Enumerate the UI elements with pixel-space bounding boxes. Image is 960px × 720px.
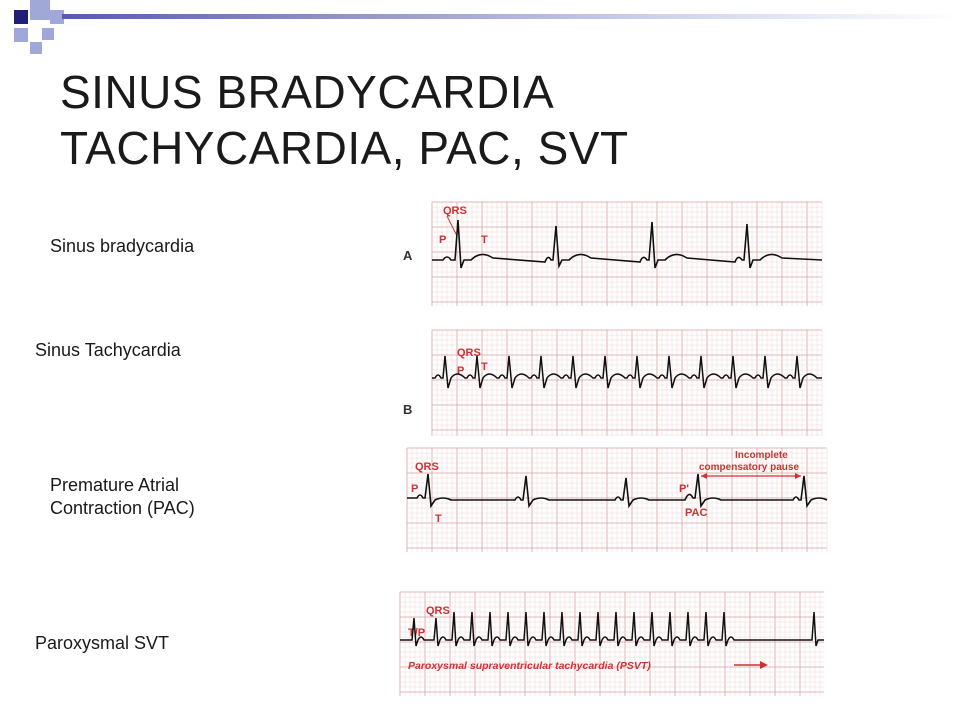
annotation-psvt: Paroxysmal supraventricular tachycardia (PSVT) bbox=[408, 660, 651, 672]
strip-label-sinus-tachycardia: Sinus Tachycardia bbox=[35, 340, 181, 360]
annotation-t: T bbox=[481, 234, 488, 246]
corner-square-light bbox=[30, 42, 42, 54]
annotation-incomplete: Incomplete bbox=[735, 450, 788, 461]
ecg-paper bbox=[400, 592, 824, 696]
strip-label-paroxysmal-svt: Paroxysmal SVT bbox=[35, 633, 170, 653]
corner-square-dark bbox=[14, 10, 28, 24]
annotation-p: P bbox=[439, 234, 447, 246]
annotation-p: P bbox=[457, 365, 465, 377]
corner-square-light bbox=[30, 0, 50, 20]
annotation-compensatory-pause: compensatory pause bbox=[699, 462, 800, 473]
strip-letter: A bbox=[403, 248, 413, 263]
annotation-t: T bbox=[435, 513, 442, 525]
ecg-strip-sinus-tachycardia bbox=[395, 326, 825, 438]
annotation-pac: PAC bbox=[685, 507, 708, 519]
annotation-p-prime: P' bbox=[679, 483, 689, 495]
corner-square-light bbox=[14, 28, 28, 42]
annotation-p: P bbox=[411, 483, 419, 495]
annotation-t-p: T/P bbox=[408, 627, 426, 639]
strip-label-pac: Premature Atrial Contraction (PAC) bbox=[50, 475, 195, 518]
ecg-strip-svg bbox=[405, 446, 829, 554]
ecg-strip-svg bbox=[395, 326, 825, 438]
header-rule bbox=[62, 14, 960, 19]
strip-label-sinus-bradycardia: Sinus bradycardia bbox=[50, 236, 195, 256]
annotation-qrs: QRS bbox=[415, 461, 439, 473]
title-line-2: TACHYCARDIA, PAC, SVT bbox=[60, 122, 629, 174]
corner-square-light bbox=[42, 28, 54, 40]
annotation-t: T bbox=[481, 361, 488, 373]
annotation-qrs: QRS bbox=[443, 205, 467, 217]
annotation-qrs: QRS bbox=[426, 605, 450, 617]
annotation-qrs: QRS bbox=[457, 347, 481, 359]
strip-letter: B bbox=[403, 402, 413, 417]
slide-title bbox=[60, 64, 629, 176]
ecg-strip-svg bbox=[395, 198, 825, 308]
ecg-strip-sinus-bradycardia bbox=[395, 198, 825, 308]
ecg-strip-paroxysmal-svt bbox=[398, 590, 826, 698]
corner-decoration bbox=[0, 0, 120, 60]
ecg-strip-pac bbox=[405, 446, 829, 554]
title-line-1: SINUS BRADYCARDIA bbox=[60, 66, 555, 118]
ecg-strip-svg bbox=[398, 590, 826, 698]
